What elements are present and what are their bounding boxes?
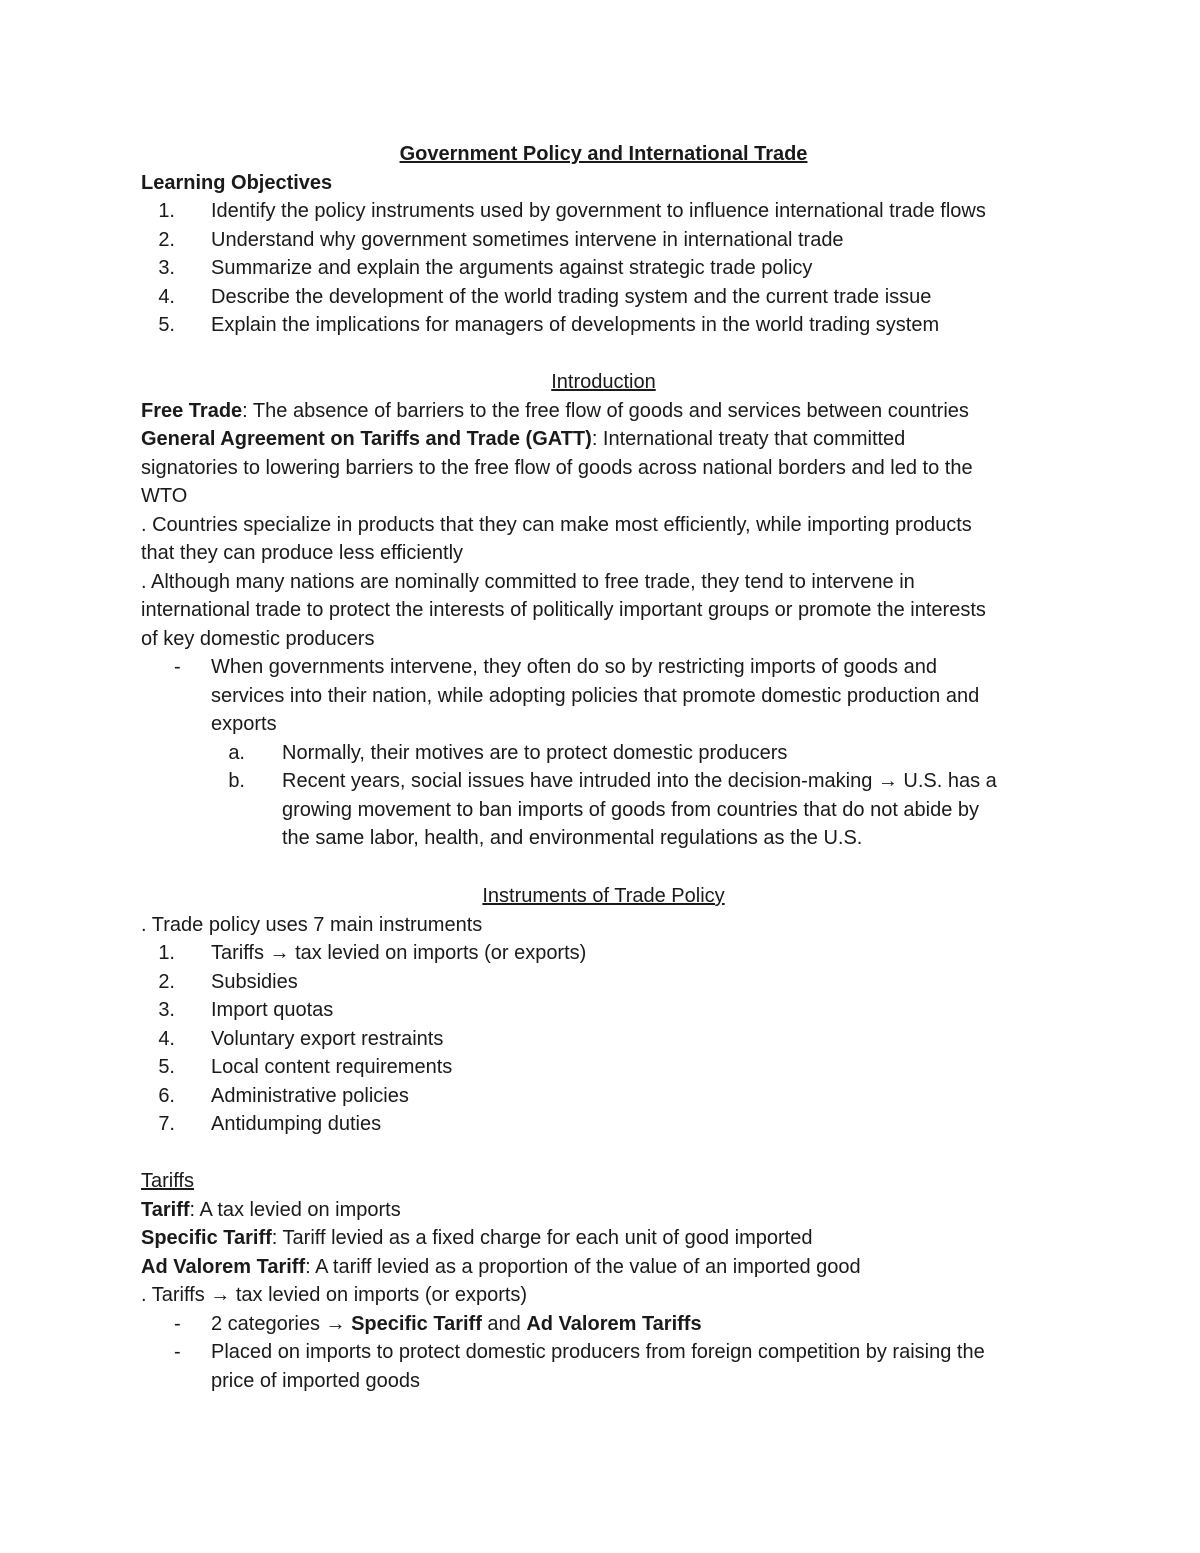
instruments-lead: . Trade policy uses 7 main instruments <box>141 913 483 936</box>
bullet-item-cont: services into their nation, while adopting policies that promote domestic production and <box>211 684 980 707</box>
gatt-definition-cont: signatories to lowering barriers to the free flow of goods across national borders and led to the <box>141 456 973 479</box>
paragraph-line: that they can produce less efficiently <box>141 542 464 564</box>
list-item: 1. Identify the policy instruments used by government to influence international trade flows <box>158 200 986 222</box>
specific-tariff-definition: Specific Tariff: Tariff levied as a fixed charge for each unit of good imported <box>141 1227 813 1249</box>
bullet-item: - Placed on imports to protect domestic producers from foreign competition by raising the <box>174 1341 985 1363</box>
page-title: Government Policy and International Trade <box>399 143 808 165</box>
objectives-list <box>141 197 1066 340</box>
tariff-definition: Tariff: A tax levied on imports <box>141 1198 401 1221</box>
gatt-definition: General Agreement on Tariffs and Trade (GATT): International treaty that committed <box>141 428 906 450</box>
list-item: 1. Tariffs → tax levied on imports (or exports) <box>158 942 587 964</box>
list-item: 2. Understand why government sometimes intervene in international trade <box>158 228 844 251</box>
free-trade-definition: Free Trade: The absence of barriers to the free flow of goods and services between countries <box>141 399 969 422</box>
sub-item-cont: the same labor, health, and environmental regulations as the U.S. <box>282 827 863 849</box>
introduction-section <box>141 368 1066 853</box>
tariffs-section <box>141 1167 1066 1395</box>
tariffs-lead: . Tariffs → tax levied on imports (or exports) <box>141 1284 528 1306</box>
list-item: 4. Describe the development of the world trading system and the current trade issue <box>158 285 932 308</box>
paragraph-line: . Although many nations are nominally committed to free trade, they tend to intervene in <box>141 570 915 593</box>
bullet-item-cont: price of imported goods <box>211 1369 421 1392</box>
objectives-section <box>141 140 1066 340</box>
ad-valorem-tariff-definition: Ad Valorem Tariff: A tariff levied as a proportion of the value of an imported good <box>141 1255 861 1278</box>
paragraph-line: . Countries specialize in products that they can make most efficiently, while importing products <box>141 513 972 536</box>
bullet-item-cont: exports <box>211 713 277 735</box>
paragraph-line: of key domestic producers <box>141 627 375 650</box>
tariffs-heading: Tariffs <box>141 1170 194 1192</box>
sub-item-cont: growing movement to ban imports of goods from countries that do not abide by <box>282 798 980 821</box>
list-item: 5. Explain the implications for managers of developments in the world trading system <box>158 314 940 336</box>
list-item: 6. Administrative policies <box>158 1084 409 1107</box>
instruments-heading: Instruments of Trade Policy <box>482 885 725 907</box>
introduction-heading: Introduction <box>551 371 656 393</box>
instruments-list <box>141 939 1066 1139</box>
list-item: 5. Local content requirements <box>158 1056 453 1078</box>
bullet-item: - When governments intervene, they often do so by restricting imports of goods and <box>174 656 937 678</box>
gatt-definition-cont: WTO <box>141 485 188 507</box>
instruments-section <box>141 882 1066 1139</box>
list-item: 3. Summarize and explain the arguments against strategic trade policy <box>158 257 813 279</box>
list-item: 4. Voluntary export restraints <box>158 1027 444 1050</box>
paragraph-line: international trade to protect the interests of politically important groups or promote the interests <box>141 599 986 621</box>
list-item: 3. Import quotas <box>158 999 334 1021</box>
bullet-item: - 2 categories → Specific Tariff and Ad Valorem Tariffs <box>174 1312 702 1335</box>
list-item: 7. Antidumping duties <box>158 1113 382 1135</box>
sub-item: a. Normally, their motives are to protect domestic producers <box>228 741 788 764</box>
objectives-heading: Learning Objectives <box>141 171 333 194</box>
sub-item: b. Recent years, social issues have intruded into the decision-making → U.S. has a <box>228 770 997 792</box>
list-item: 2. Subsidies <box>158 970 298 993</box>
